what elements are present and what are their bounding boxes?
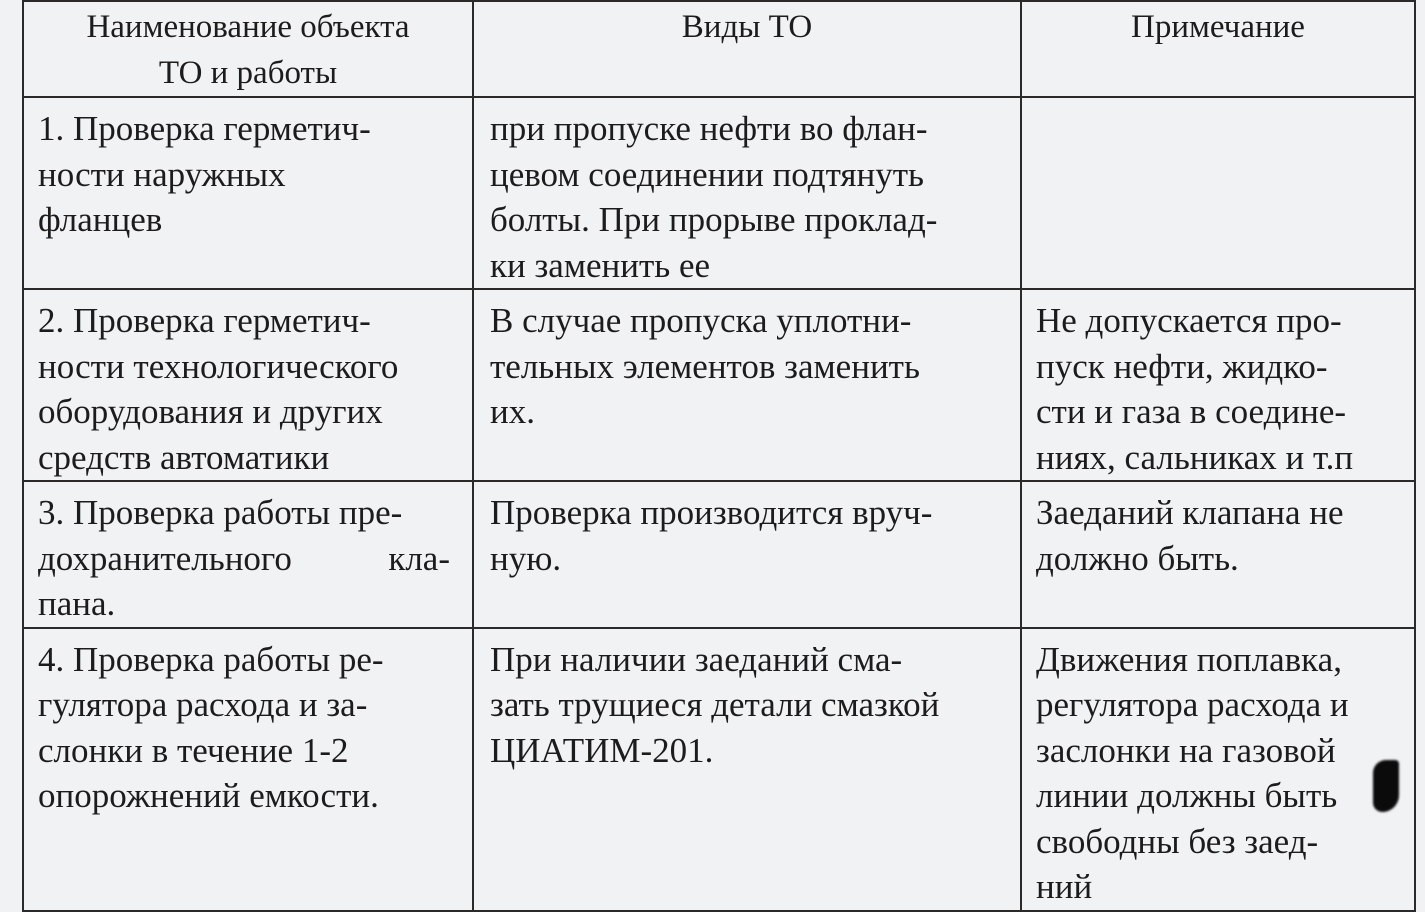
row-4-note-cell <box>1021 628 1415 911</box>
row-3-type-cell <box>473 481 1021 628</box>
table-header-row <box>23 1 1415 97</box>
table-row <box>23 289 1415 481</box>
row-2-object-cell <box>23 289 473 481</box>
row-2-note-text: Не допускается про- пуск нефти, жидко- сти и газа в соедине- ниях, сальниках и т.п <box>1036 301 1354 477</box>
row-4-type-cell <box>473 628 1021 911</box>
row-3-object-text <box>24 482 472 627</box>
row-3-note-cell <box>1021 481 1415 628</box>
table-row <box>23 97 1415 289</box>
row-3-object-line-2: дохранительного кла- <box>38 538 450 578</box>
scan-smudge-mark <box>1373 760 1399 812</box>
row-1-object-text: 1. Проверка герметич- ности наружных фланцев <box>38 109 371 239</box>
header-type-label: Виды ТО <box>681 9 813 45</box>
row-1-type-text: при пропуске нефти во флан- цевом соединении подтянуть болты. При прорыве проклад- ки заменить ее <box>490 109 938 285</box>
row-3-object-line-3: пана. <box>38 584 116 623</box>
row-3-type-text: Проверка производится вруч- ную. <box>490 493 933 578</box>
row-1-note-cell <box>1021 97 1415 289</box>
row-4-type-text: При наличии заеданий сма- зать трущиеся детали смазкой ЦИАТИМ-201. <box>490 639 940 770</box>
header-cell-note <box>1021 1 1415 97</box>
row-3-object-cell <box>23 481 473 628</box>
maintenance-table <box>22 0 1416 912</box>
row-1-type-cell <box>473 97 1021 289</box>
table-row <box>23 628 1415 911</box>
row-2-type-cell <box>473 289 1021 481</box>
row-3-note-text: Заеданий клапана не должно быть. <box>1036 493 1344 578</box>
row-4-object-text: 4. Проверка работы ре- гулятора расхода и за- слонки в течение 1-2 опорожнений емкости. <box>38 639 384 815</box>
row-4-object-cell <box>23 628 473 911</box>
header-note-label: Примечание <box>1131 9 1305 45</box>
row-3-object-line-1: 3. Проверка работы пре- <box>38 493 403 532</box>
row-4-note-text: Движения поплавка, регулятора расхода и заслонки на газовой линии должны быть свободны без заед- ний <box>1036 639 1349 906</box>
header-cell-type <box>473 1 1021 97</box>
header-cell-object <box>23 1 473 97</box>
row-1-object-cell <box>23 97 473 289</box>
row-2-object-text: 2. Проверка герметич- ности технологического оборудования и других средств автоматики <box>38 301 399 477</box>
row-2-note-cell <box>1021 289 1415 481</box>
row-1-note-text <box>1022 98 1414 106</box>
row-2-type-text: В случае пропуска уплотни- тельных элементов заменить их. <box>490 301 920 431</box>
table-row <box>23 481 1415 628</box>
header-object-label: Наименование объекта ТО и работы <box>86 9 410 91</box>
